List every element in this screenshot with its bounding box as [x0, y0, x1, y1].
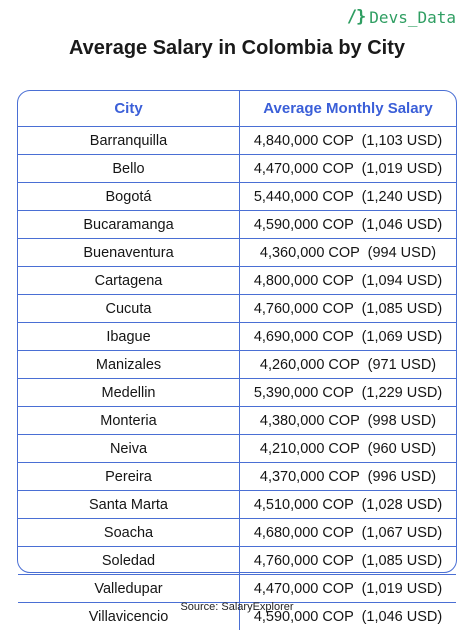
city-cell: Villavicencio: [18, 603, 240, 630]
city-cell: Cartagena: [18, 267, 240, 295]
city-cell: Buenaventura: [18, 239, 240, 267]
table-row: [18, 547, 456, 575]
city-cell: Bello: [18, 155, 240, 183]
table-row: [18, 463, 456, 491]
page-title: Average Salary in Colombia by City: [0, 37, 474, 60]
table-row: [18, 267, 456, 295]
table-header-row: [18, 91, 456, 127]
salary-cell: 4,380,000 COP (998 USD): [240, 407, 457, 435]
table-body: [18, 127, 456, 630]
table-row: [18, 295, 456, 323]
table-row: [18, 211, 456, 239]
salary-cell: 4,800,000 COP (1,094 USD): [240, 267, 457, 295]
table-row: [18, 575, 456, 603]
table-row: [18, 155, 456, 183]
salary-cell: 4,690,000 COP (1,069 USD): [240, 323, 457, 351]
salary-cell: 5,390,000 COP (1,229 USD): [240, 379, 457, 407]
city-cell: Barranquilla: [18, 127, 240, 155]
table-row: [18, 379, 456, 407]
city-cell: Manizales: [18, 351, 240, 379]
city-cell: Bogotá: [18, 183, 240, 211]
salary-cell: 4,370,000 COP (996 USD): [240, 463, 457, 491]
source-note: Source: SalaryExplorer: [0, 601, 474, 613]
table-row: [18, 323, 456, 351]
brand-header: [347, 6, 456, 28]
salary-cell: 4,260,000 COP (971 USD): [240, 351, 457, 379]
city-cell: Medellin: [18, 379, 240, 407]
table-row: [18, 239, 456, 267]
city-cell: Neiva: [18, 435, 240, 463]
salary-cell: 4,760,000 COP (1,085 USD): [240, 547, 457, 575]
salary-cell: 4,840,000 COP (1,103 USD): [240, 127, 457, 155]
city-cell: Bucaramanga: [18, 211, 240, 239]
salary-cell: 4,510,000 COP (1,028 USD): [240, 491, 457, 519]
salary-cell: 4,590,000 COP (1,046 USD): [240, 211, 457, 239]
salary-cell: 4,470,000 COP (1,019 USD): [240, 575, 457, 603]
column-header-salary: Average Monthly Salary: [240, 91, 457, 127]
city-cell: Soacha: [18, 519, 240, 547]
salary-cell: 4,680,000 COP (1,067 USD): [240, 519, 457, 547]
table-row: [18, 491, 456, 519]
city-cell: Cucuta: [18, 295, 240, 323]
code-slash-icon: /}: [347, 7, 365, 27]
city-cell: Pereira: [18, 463, 240, 491]
table-row: [18, 183, 456, 211]
salary-cell: 4,360,000 COP (994 USD): [240, 239, 457, 267]
city-cell: Ibague: [18, 323, 240, 351]
salary-cell: 5,440,000 COP (1,240 USD): [240, 183, 457, 211]
salary-cell: 4,760,000 COP (1,085 USD): [240, 295, 457, 323]
city-cell: Santa Marta: [18, 491, 240, 519]
brand-name: Devs_Data: [369, 8, 456, 27]
city-cell: Valledupar: [18, 575, 240, 603]
table-row: [18, 435, 456, 463]
table-row: [18, 351, 456, 379]
column-header-city: City: [18, 91, 240, 127]
salary-cell: 4,590,000 COP (1,046 USD): [240, 603, 457, 630]
salary-cell: 4,210,000 COP (960 USD): [240, 435, 457, 463]
salary-table: [18, 91, 456, 630]
salary-cell: 4,470,000 COP (1,019 USD): [240, 155, 457, 183]
table-row: [18, 407, 456, 435]
table-row: [18, 519, 456, 547]
city-cell: Monteria: [18, 407, 240, 435]
table-row: [18, 127, 456, 155]
salary-table-container: [17, 90, 457, 573]
city-cell: Soledad: [18, 547, 240, 575]
